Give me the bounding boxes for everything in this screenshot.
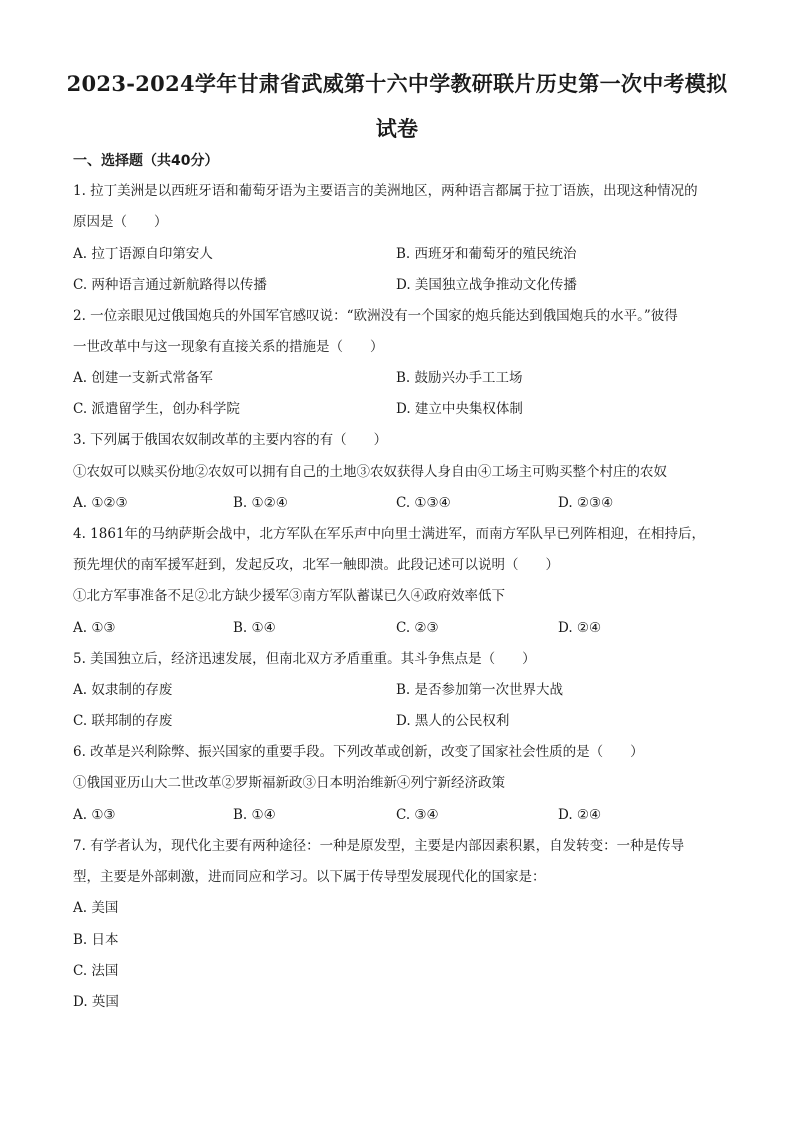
question-4-option-b[interactable]: B. ①④ — [233, 620, 276, 636]
question-6-statements: ①俄国亚历山大二世改革②罗斯福新政③日本明治维新④列宁新经济政策 — [73, 775, 505, 791]
question-2-option-c[interactable]: C. 派遣留学生，创办科学院 — [73, 401, 240, 417]
question-7-stem: 7. 有学者认为，现代化主要有两种途径：一种是原发型，主要是内部因素积累，自发转变：一种是传导 — [73, 838, 685, 854]
question-1-option-a[interactable]: A. 拉丁语源自印第安人 — [73, 246, 213, 262]
question-1-option-d[interactable]: D. 美国独立战争推动文化传播 — [396, 277, 577, 293]
question-1-option-b[interactable]: B. 西班牙和葡萄牙的殖民统治 — [396, 246, 577, 262]
question-2-option-b[interactable]: B. 鼓励兴办手工工场 — [396, 370, 523, 386]
exam-title-line-1: 2023-2024学年甘肃省武威第十六中学教研联片历史第一次中考模拟 — [66, 71, 728, 96]
question-6-option-c[interactable]: C. ③④ — [396, 807, 439, 823]
question-7-option-b[interactable]: B. 日本 — [73, 932, 119, 948]
question-7-stem-cont: 型，主要是外部刺激，进而同应和学习。以下属于传导型发展现代化的国家是： — [73, 869, 546, 885]
exam-title-line-2: 试卷 — [375, 116, 419, 141]
question-3-option-a[interactable]: A. ①②③ — [73, 495, 128, 511]
question-5-option-c[interactable]: C. 联邦制的存废 — [73, 713, 173, 729]
question-3-stem: 3. 下列属于俄国农奴制改革的主要内容的有（ ） — [73, 432, 388, 448]
question-4-stem: 4. 1861年的马纳萨斯会战中，北方军队在军乐声中向里士满进军，而南方军队早已列阵相迎，在相持后， — [73, 526, 706, 542]
question-5-option-d[interactable]: D. 黑人的公民权利 — [396, 713, 510, 729]
question-7-option-a[interactable]: A. 美国 — [73, 900, 119, 916]
question-1-option-c[interactable]: C. 两种语言通过新航路得以传播 — [73, 277, 267, 293]
question-6-option-d[interactable]: D. ②④ — [558, 807, 602, 823]
question-5-option-a[interactable]: A. 奴隶制的存废 — [73, 682, 173, 698]
question-4-option-d[interactable]: D. ②④ — [558, 620, 602, 636]
question-7-option-d[interactable]: D. 英国 — [73, 994, 119, 1010]
question-5-stem: 5. 美国独立后，经济迅速发展，但南北双方矛盾重重。其斗争焦点是（ ） — [73, 651, 536, 667]
question-1-stem-cont: 原因是（ ） — [73, 214, 168, 230]
question-6-option-b[interactable]: B. ①④ — [233, 807, 276, 823]
question-7-option-c[interactable]: C. 法国 — [73, 963, 119, 979]
question-2-stem: 2. 一位亲眼见过俄国炮兵的外国军官感叹说：“欧洲没有一个国家的炮兵能达到俄国炮兵的水平。”彼得 — [73, 308, 678, 324]
section-heading: 一、选择题（共40分） — [73, 153, 219, 169]
question-1-stem: 1. 拉丁美洲是以西班牙语和葡萄牙语为主要语言的美洲地区，两种语言都属于拉丁语族，出现这种情况的 — [73, 183, 698, 199]
question-5-option-b[interactable]: B. 是否参加第一次世界大战 — [396, 682, 564, 698]
question-4-statements: ①北方军事准备不足②北方缺少援军③南方军队蓄谋已久④政府效率低下 — [73, 588, 505, 604]
question-4-option-a[interactable]: A. ①③ — [73, 620, 116, 636]
question-6-stem: 6. 改革是兴利除弊、振兴国家的重要手段。下列改革或创新，改变了国家社会性质的是（ ） — [73, 744, 644, 760]
question-2-stem-cont: 一世改革中与这一现象有直接关系的措施是（ ） — [73, 339, 384, 355]
question-2-option-d[interactable]: D. 建立中央集权体制 — [396, 401, 523, 417]
question-2-option-a[interactable]: A. 创建一支新式常备军 — [73, 370, 213, 386]
question-3-option-b[interactable]: B. ①②④ — [233, 495, 288, 511]
question-4-stem-cont: 预先埋伏的南军援军赶到，发起反攻，北军一触即溃。此段记述可以说明（ ） — [73, 557, 559, 573]
question-3-statements: ①农奴可以赎买份地②农奴可以拥有自己的土地③农奴获得人身自由④工场主可购买整个村庄的农奴 — [73, 464, 667, 480]
question-6-option-a[interactable]: A. ①③ — [73, 807, 116, 823]
question-4-option-c[interactable]: C. ②③ — [396, 620, 439, 636]
question-3-option-c[interactable]: C. ①③④ — [396, 495, 451, 511]
question-3-option-d[interactable]: D. ②③④ — [558, 495, 614, 511]
